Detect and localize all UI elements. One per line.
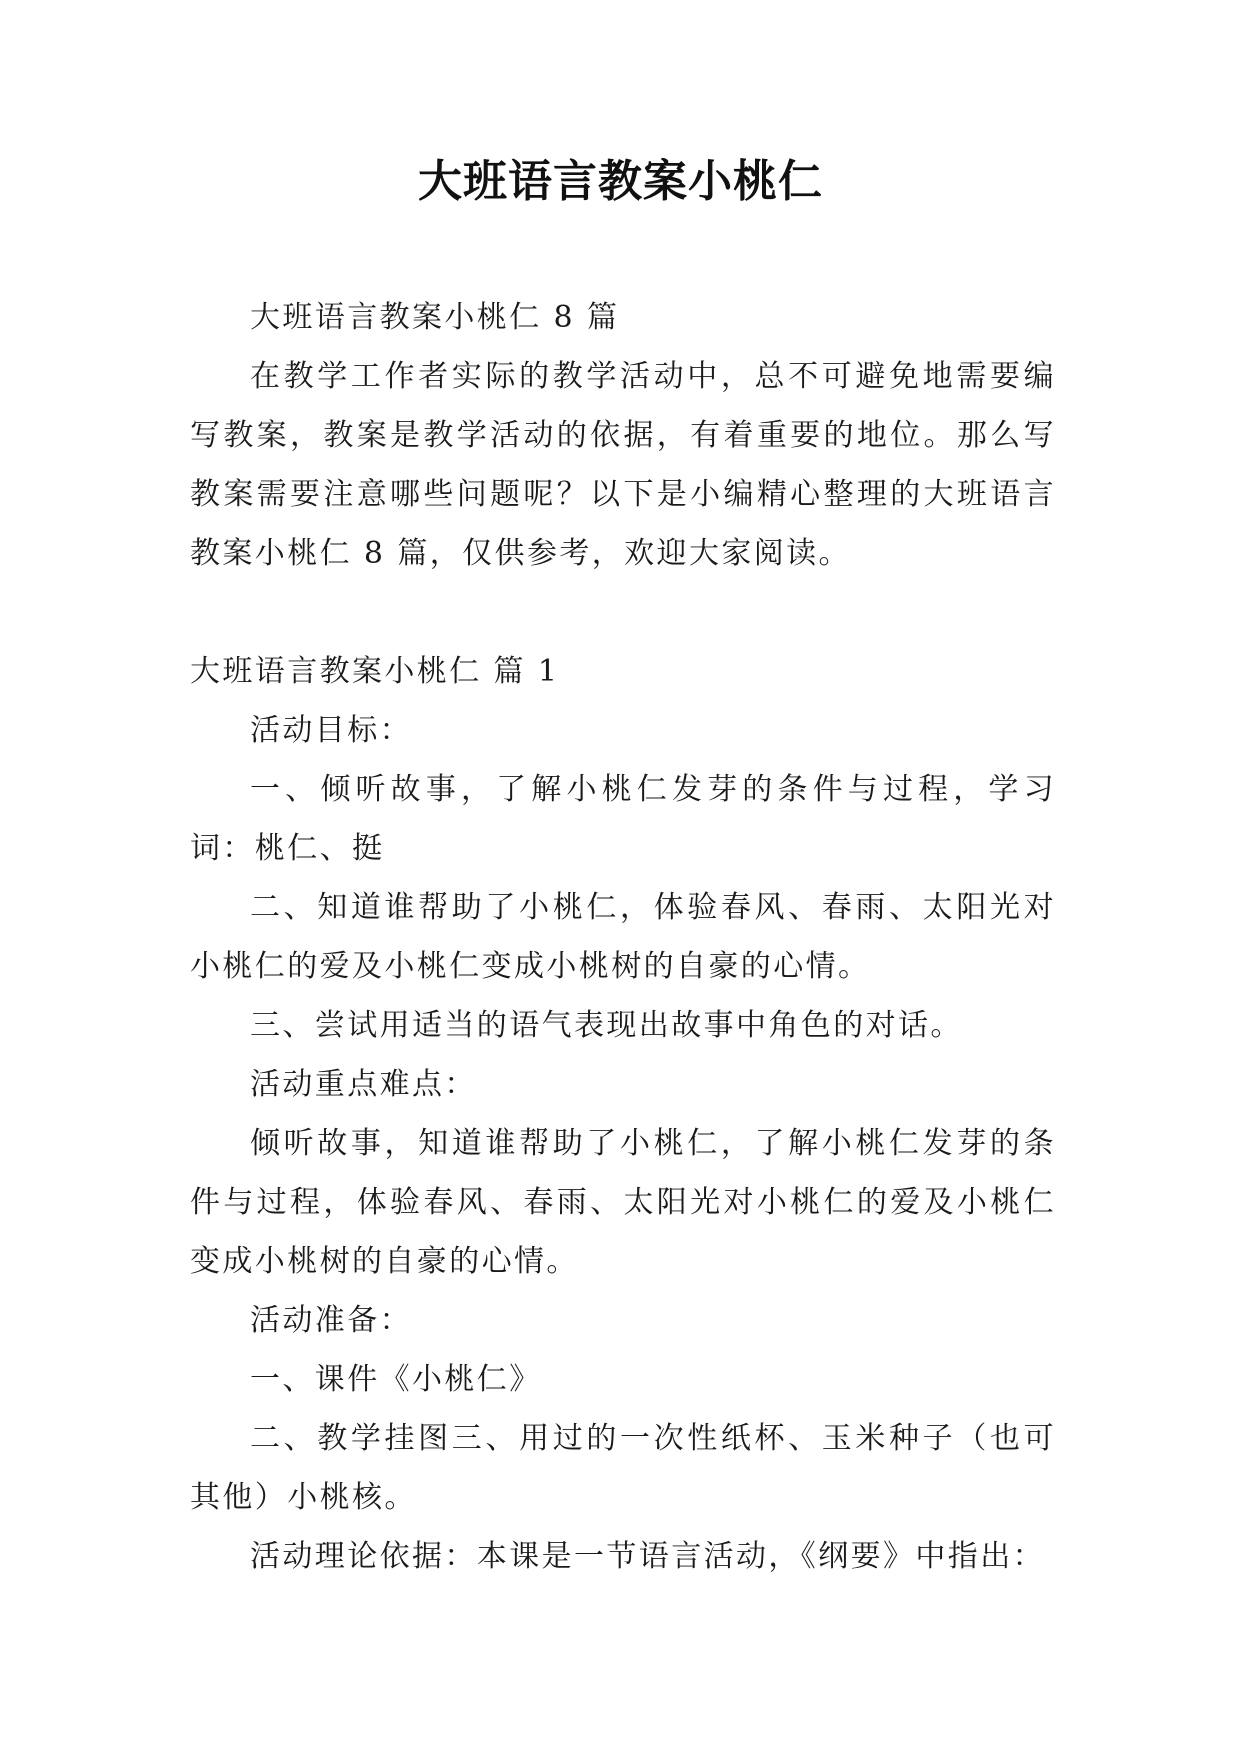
preparation-item-1: 一、课件《小桃仁》: [250, 1362, 542, 1397]
theory-basis-paragraph: 活动理论依据：本课是一节语言活动，《纲要》中指出：: [250, 1539, 1045, 1574]
section-heading: 大班语言教案小桃仁 篇 1: [190, 654, 560, 689]
goal-item-1: 一、倾听故事，了解小桃仁发芽的条件与过程，学习词：桃仁、挺: [190, 772, 1056, 866]
goal-item-2: 二、知道谁帮助了小桃仁，体验春风、春雨、太阳光对小桃仁的爱及小桃仁变成小桃树的自豪的心情。: [190, 890, 1056, 984]
goal-item-3: 三、尝试用适当的语气表现出故事中角色的对话。: [250, 1008, 963, 1043]
subtitle-paragraph: 大班语言教案小桃仁 8 篇: [250, 300, 620, 335]
key-points-label: 活动重点难点：: [250, 1067, 477, 1102]
document-title: 大班语言教案小桃仁: [418, 156, 823, 207]
intro-paragraph: 在教学工作者实际的教学活动中，总不可避免地需要编写教案，教案是教学活动的依据，有着重要的地位。那么写教案需要注意哪些问题呢？以下是小编精心整理的大班语言教案小桃仁 8 篇，仅供参考，欢迎大家阅读。: [190, 359, 1056, 571]
activity-goals-label: 活动目标：: [250, 713, 412, 748]
preparation-item-2: 二、教学挂图三、用过的一次性纸杯、玉米种子（也可其他）小桃核。: [190, 1421, 1056, 1515]
preparation-label: 活动准备：: [250, 1303, 412, 1338]
paragraph-spacer: [190, 583, 1056, 642]
document-body: [190, 288, 1056, 1586]
key-points-paragraph: 倾听故事，知道谁帮助了小桃仁，了解小桃仁发芽的条件与过程，体验春风、春雨、太阳光对小桃仁的爱及小桃仁变成小桃树的自豪的心情。: [190, 1126, 1056, 1279]
